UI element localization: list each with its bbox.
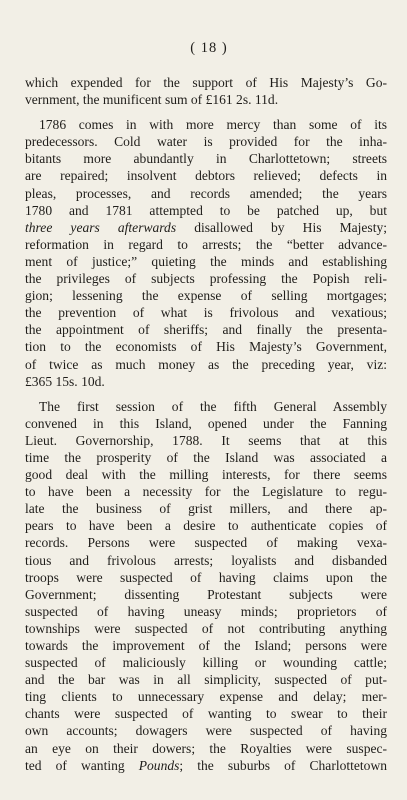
text-line: late the business of grist millers, and there ap- xyxy=(25,501,387,517)
text-line: are repaired; insolvent debtors relieved; defects in xyxy=(25,168,387,184)
text-line: time the prosperity of the Island was associated a xyxy=(25,449,387,465)
text-line: chants were suspected of wanting to swear to their xyxy=(25,706,387,722)
text-line: pears to have been a desire to authenticate copies of xyxy=(25,518,387,534)
italic-phrase: three years afterwards xyxy=(25,219,177,235)
text-line: suspected of having uneasy minds; proprietors of xyxy=(25,603,387,619)
text-line: tion to the economists of His Majesty’s Government, xyxy=(25,339,387,355)
text-line: the prevention of what is frivolous and vexatious; xyxy=(25,305,387,321)
text-line: to have been a necessity for the Legislature to regu- xyxy=(25,484,387,500)
text-line: good deal with the milling interests, for there seems xyxy=(25,467,387,483)
document-page xyxy=(25,40,387,774)
text-line: convened in this Island, opened under the Fanning xyxy=(25,415,387,431)
text-line: of twice as much money as the preceding year, viz: xyxy=(25,356,387,372)
text-line: townships were suspected of not contributing anything xyxy=(25,620,387,636)
text-line: and the bar was in all simplicity, suspected of put- xyxy=(25,672,387,688)
paragraph-1 xyxy=(25,74,387,108)
text-line: 1786 comes in with more mercy than some of its xyxy=(39,117,387,133)
text-line: own accounts; dowagers were suspected of having xyxy=(25,723,387,739)
page-number: ( 18 ) xyxy=(190,40,228,56)
text-line: troops were suspected of having claims upon the xyxy=(25,569,387,585)
text-line-italic-word: ted of wanting Pounds; the suburbs of Charlottetown xyxy=(25,757,387,773)
text-line: which expended for the support of His Majesty’s Go- xyxy=(25,75,387,90)
text-line: the privileges of subjects professing the Popish reli- xyxy=(25,271,387,287)
text-line: reformation in regard to arrests; the “better advance- xyxy=(25,236,387,252)
text-line: £365 15s. 10d. xyxy=(25,373,105,389)
text-line: pleas, processes, and records amended; the years xyxy=(25,185,387,201)
text-line: records. Persons were suspected of making vexa- xyxy=(25,535,387,551)
text-line: ting clients to unnecessary expense and delay; mer- xyxy=(25,689,387,705)
paragraph-3 xyxy=(25,398,387,774)
paragraph-2 xyxy=(25,116,387,390)
text-line: Lieut. Governorship, 1788. It seems that at this xyxy=(25,432,387,448)
text-line: 1780 and 1781 attempted to be patched up, but xyxy=(25,202,387,218)
text-line: suspected of maliciously killing or wounding cattle; xyxy=(25,655,387,671)
text-line: bitants more abundantly in Charlottetown; streets xyxy=(25,151,387,167)
text-line: ment of justice;” quieting the minds and establishing xyxy=(25,253,387,269)
text-line: tious and frivolous arrests; loyalists and disbanded xyxy=(25,552,387,568)
text-line: predecessors. Cold water is provided for the inha- xyxy=(25,134,387,150)
text-line: an eye on their dowers; the Royalties were suspec- xyxy=(25,740,387,756)
italic-word: Pounds xyxy=(138,757,180,773)
text-line: gion; lessening the expense of selling mortgages; xyxy=(25,288,387,304)
text-line: vernment, the munificent sum of £161 2s. 11d. xyxy=(25,92,279,108)
text-line-italic-lead: three years afterwards disallowed by His Majesty; xyxy=(25,219,387,235)
text-line: Government; dissenting Protestant subjects were xyxy=(25,586,387,602)
text-line: The first session of the fifth General Assembly xyxy=(39,398,387,414)
text-line: the appointment of sheriffs; and finally the presenta- xyxy=(25,322,387,338)
text-line: towards the improvement of the Island; persons were xyxy=(25,638,387,653)
